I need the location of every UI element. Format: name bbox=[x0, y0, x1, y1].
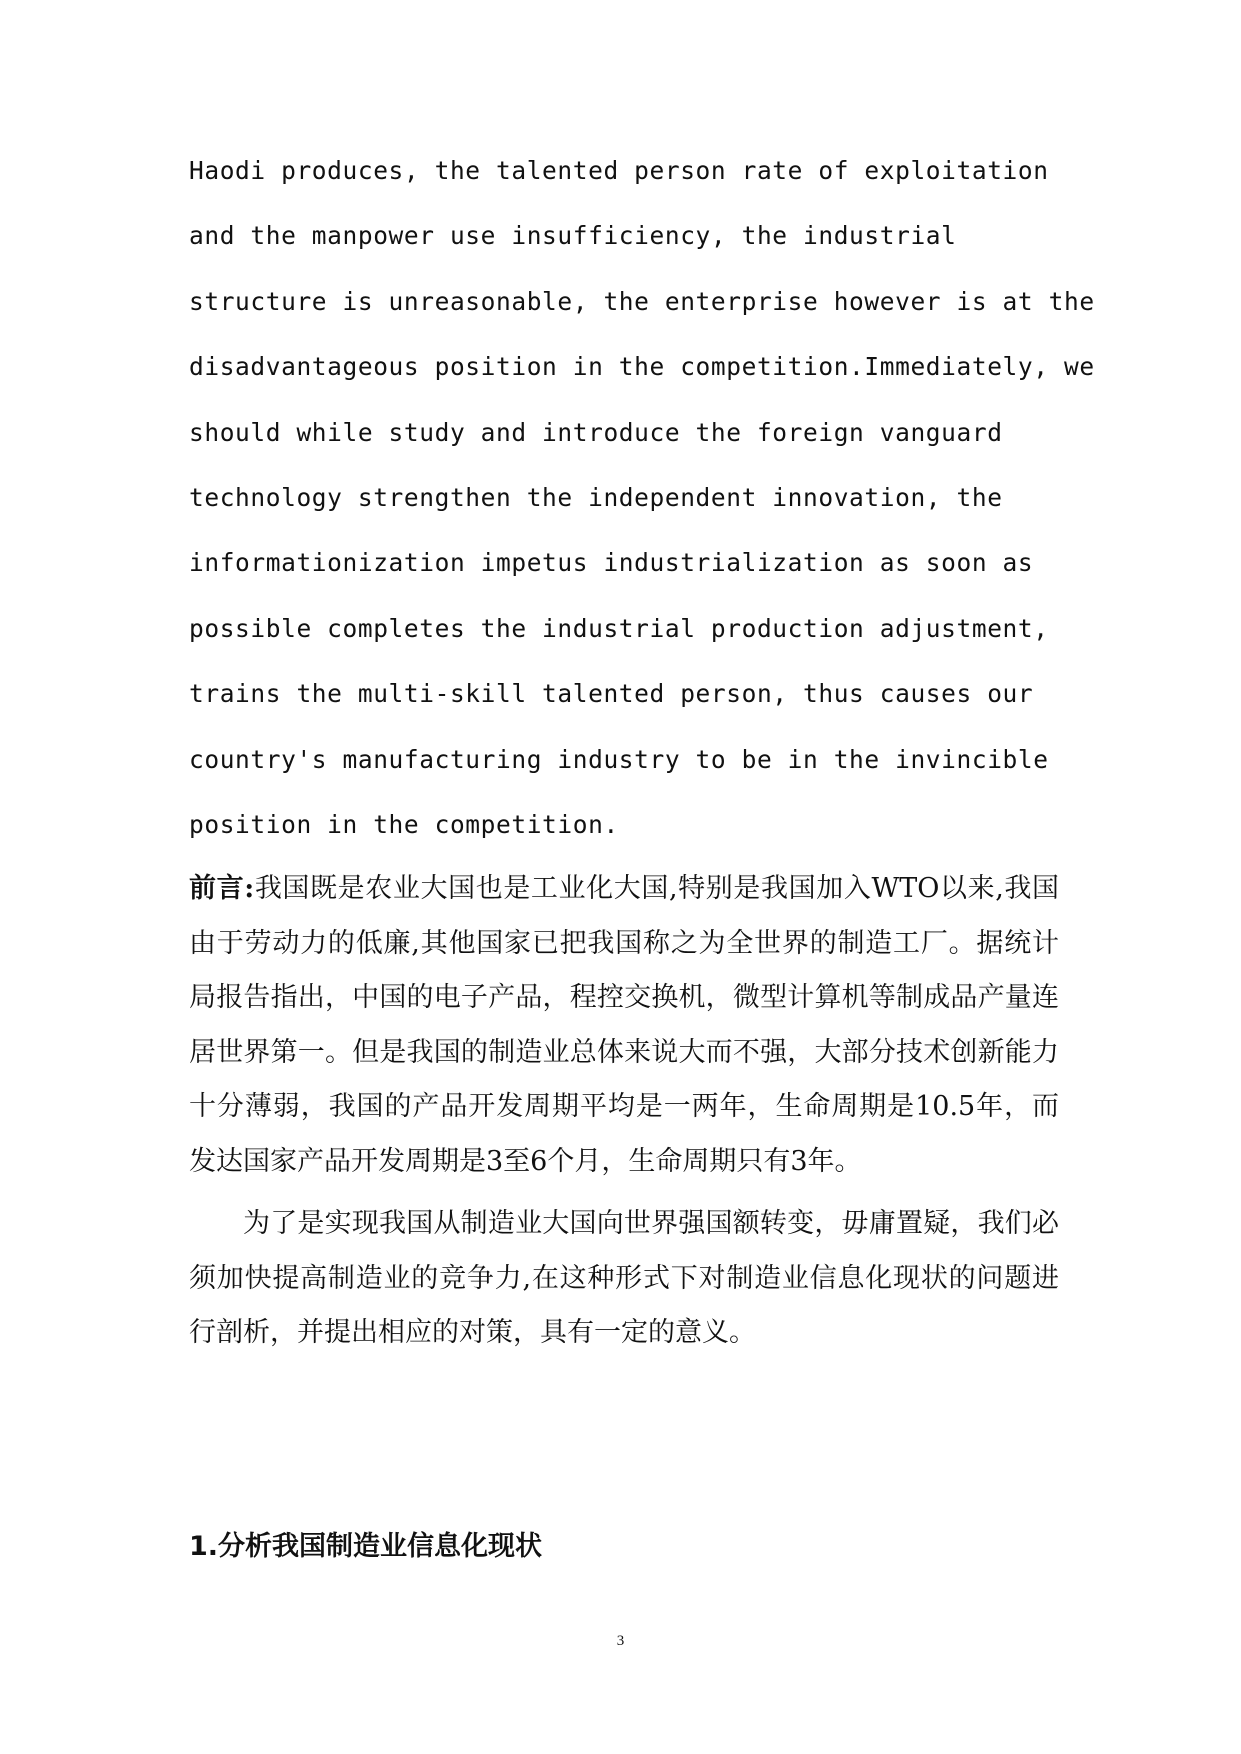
abstract-line: disadvantageous position in the competition.Immediately, we bbox=[189, 352, 1095, 382]
intro-paragraph-2: 为了是实现我国从制造业大国向世界强国额转变，毋庸置疑，我们必须加快提高制造业的竞争力,在这种形式下对制造业信息化现状的问题进行剖析，并提出相应的对策，具有一定的意义。 bbox=[189, 1208, 1059, 1348]
abstract-line: and the manpower use insufficiency, the industrial bbox=[189, 221, 957, 251]
english-abstract bbox=[189, 156, 1095, 857]
abstract-line: should while study and introduce the foreign vanguard bbox=[189, 417, 1003, 447]
abstract-line: country's manufacturing industry to be in the invincible bbox=[189, 744, 1049, 774]
intro-paragraph-1 bbox=[189, 862, 1059, 1189]
intro-label: 前言: bbox=[189, 873, 255, 904]
abstract-line: Haodi produces, the talented person rate of exploitation bbox=[189, 156, 1049, 185]
intro-paragraph-1-text: 我国既是农业大国也是工业化大国,特别是我国加入WTO以来,我国由于劳动力的低廉,其他国家已把我国称之为全世界的制造工厂。据统计局报告指出，中国的电子产品，程控交换机，微型计算机等制成品产量连居世界第一。但是我国的制造业总体来说大而不强，大部分技术创新能力十分薄弱，我国的产品开发周期平均是一两年，生命周期是10.5年，而发达国家产品开发周期是3至6个月，生命周期只有3年。 bbox=[189, 873, 1060, 1177]
abstract-line: possible completes the industrial production adjustment, bbox=[189, 613, 1049, 643]
abstract-line: trains the multi-skill talented person, thus causes our bbox=[189, 679, 1034, 709]
introduction-section bbox=[189, 862, 1059, 1361]
section-heading: 1.分析我国制造业信息化现状 bbox=[189, 1531, 543, 1562]
abstract-line: technology strengthen the independent innovation, the bbox=[189, 482, 1003, 512]
abstract-line: informationization impetus industrialization as soon as bbox=[189, 548, 1034, 578]
abstract-line: structure is unreasonable, the enterprise however is at the bbox=[189, 286, 1095, 316]
abstract-line: position in the competition. bbox=[189, 809, 619, 839]
page-number: 3 bbox=[616, 1633, 625, 1649]
